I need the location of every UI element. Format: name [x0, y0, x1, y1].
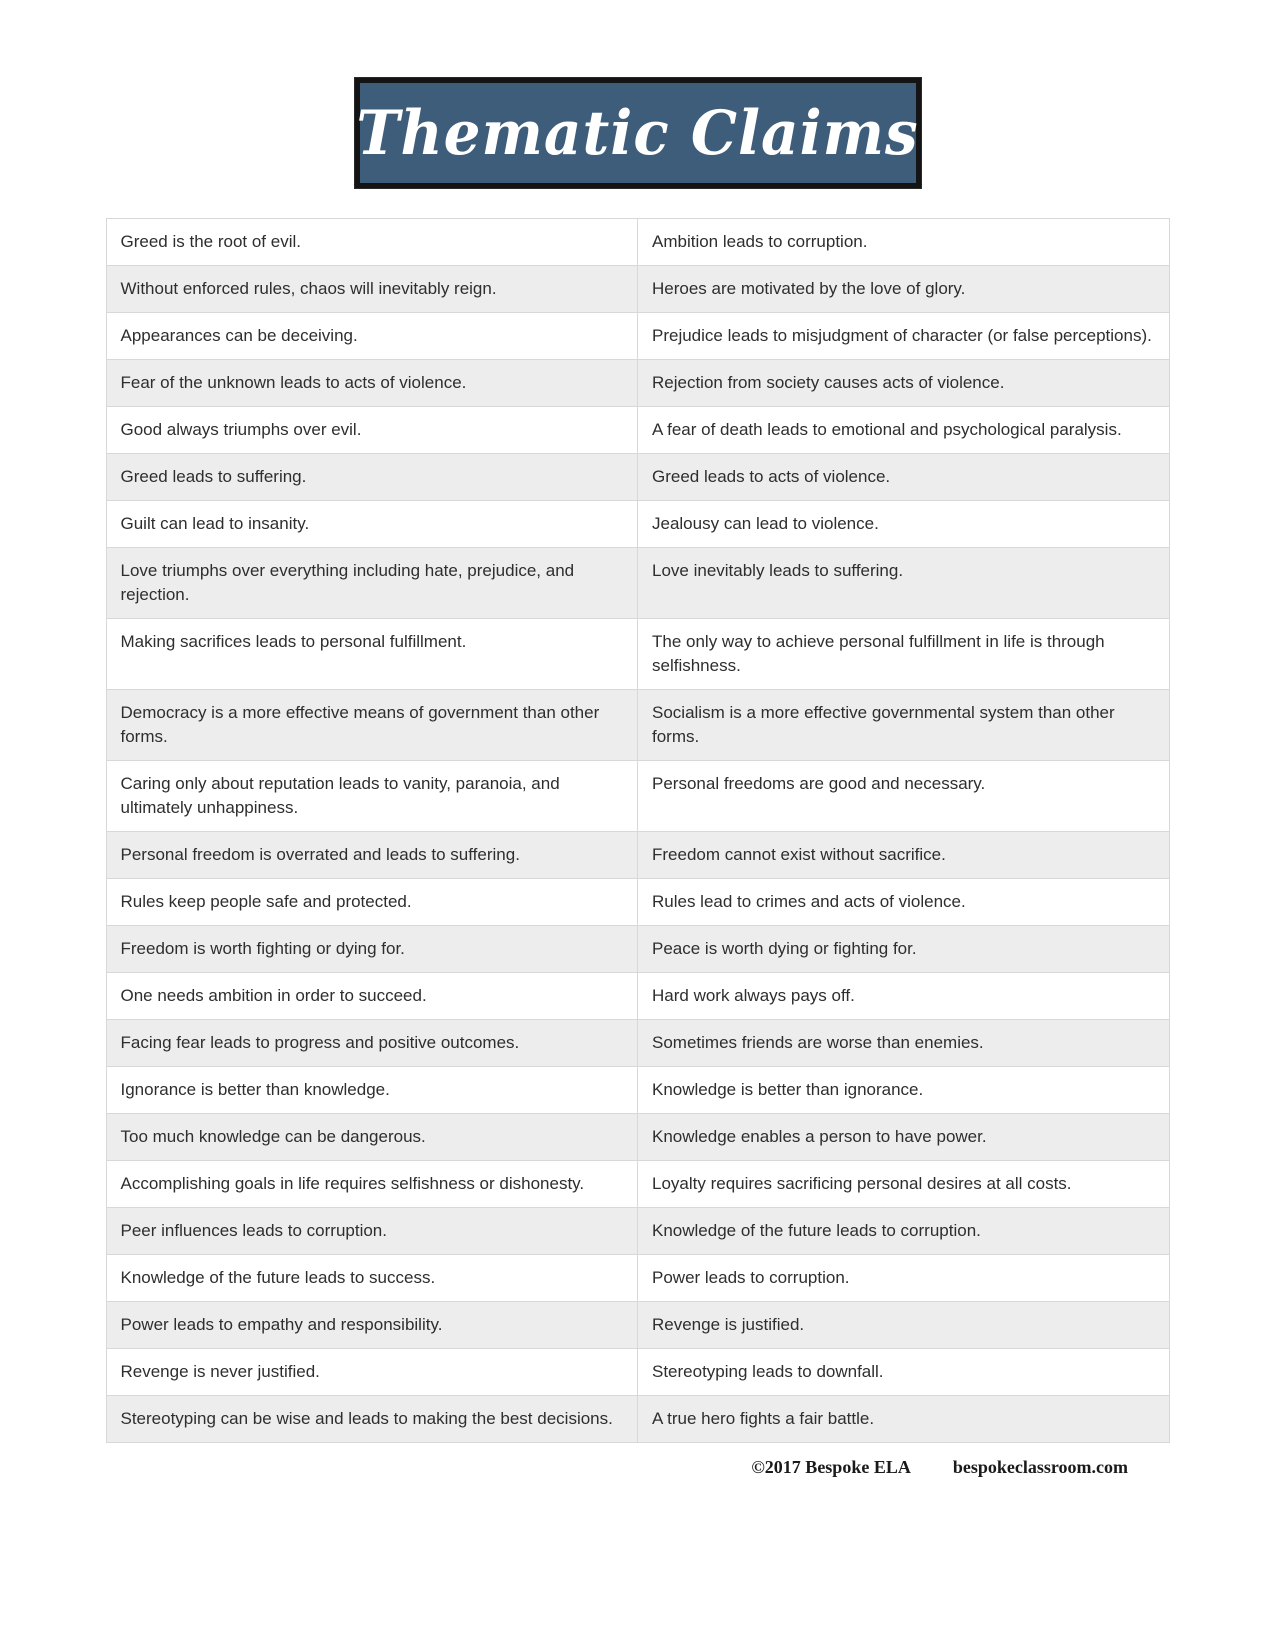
- table-row: [106, 926, 1169, 973]
- claim-cell: Appearances can be deceiving.: [106, 313, 638, 360]
- claim-cell: Without enforced rules, chaos will inevitably reign.: [106, 266, 638, 313]
- table-row: [106, 1208, 1169, 1255]
- claim-cell: Prejudice leads to misjudgment of character (or false perceptions).: [638, 313, 1170, 360]
- claim-cell: Knowledge is better than ignorance.: [638, 1067, 1170, 1114]
- claim-cell: Stereotyping can be wise and leads to making the best decisions.: [106, 1396, 638, 1443]
- table-row: [106, 1161, 1169, 1208]
- claim-cell: Stereotyping leads to downfall.: [638, 1349, 1170, 1396]
- copyright-text: ©2017 Bespoke ELA: [751, 1457, 911, 1477]
- page-title: Thematic Claims: [356, 97, 919, 169]
- claim-cell: Sometimes friends are worse than enemies.: [638, 1020, 1170, 1067]
- table-row: [106, 1396, 1169, 1443]
- claim-cell: Rejection from society causes acts of violence.: [638, 360, 1170, 407]
- claim-cell: Peace is worth dying or fighting for.: [638, 926, 1170, 973]
- claim-cell: Good always triumphs over evil.: [106, 407, 638, 454]
- claim-cell: Revenge is justified.: [638, 1302, 1170, 1349]
- table-row: [106, 1067, 1169, 1114]
- claim-cell: Jealousy can lead to violence.: [638, 501, 1170, 548]
- claim-cell: Personal freedom is overrated and leads to suffering.: [106, 832, 638, 879]
- claim-cell: Socialism is a more effective governmental system than other forms.: [638, 690, 1170, 761]
- claim-cell: Freedom cannot exist without sacrifice.: [638, 832, 1170, 879]
- table-row: [106, 1255, 1169, 1302]
- title-banner: [355, 78, 921, 188]
- website-text: bespokeclassroom.com: [952, 1457, 1128, 1477]
- claim-cell: Accomplishing goals in life requires selfishness or dishonesty.: [106, 1161, 638, 1208]
- claim-cell: A true hero fights a fair battle.: [638, 1396, 1170, 1443]
- claim-cell: Knowledge of the future leads to corruption.: [638, 1208, 1170, 1255]
- claim-cell: Power leads to corruption.: [638, 1255, 1170, 1302]
- table-row: [106, 690, 1169, 761]
- table-row: [106, 973, 1169, 1020]
- footer: [0, 1457, 1128, 1478]
- claim-cell: One needs ambition in order to succeed.: [106, 973, 638, 1020]
- claim-cell: Knowledge of the future leads to success.: [106, 1255, 638, 1302]
- claim-cell: A fear of death leads to emotional and psychological paralysis.: [638, 407, 1170, 454]
- claim-cell: Rules keep people safe and protected.: [106, 879, 638, 926]
- table-row: [106, 360, 1169, 407]
- table-row: [106, 1020, 1169, 1067]
- claim-cell: Guilt can lead to insanity.: [106, 501, 638, 548]
- claim-cell: Revenge is never justified.: [106, 1349, 638, 1396]
- claim-cell: Ambition leads to corruption.: [638, 219, 1170, 266]
- claim-cell: Democracy is a more effective means of government than other forms.: [106, 690, 638, 761]
- table-row: [106, 1349, 1169, 1396]
- table-row: [106, 407, 1169, 454]
- claim-cell: Love triumphs over everything including hate, prejudice, and rejection.: [106, 548, 638, 619]
- banner-wrap: [0, 0, 1275, 188]
- claim-cell: Facing fear leads to progress and positive outcomes.: [106, 1020, 638, 1067]
- claim-cell: Power leads to empathy and responsibility.: [106, 1302, 638, 1349]
- claim-cell: Ignorance is better than knowledge.: [106, 1067, 638, 1114]
- claim-cell: The only way to achieve personal fulfillment in life is through selfishness.: [638, 619, 1170, 690]
- claim-cell: Love inevitably leads to suffering.: [638, 548, 1170, 619]
- claim-cell: Hard work always pays off.: [638, 973, 1170, 1020]
- claim-cell: Caring only about reputation leads to vanity, paranoia, and ultimately unhappiness.: [106, 761, 638, 832]
- claim-cell: Freedom is worth fighting or dying for.: [106, 926, 638, 973]
- thematic-claims-table: [106, 218, 1170, 1443]
- claim-cell: Making sacrifices leads to personal fulfillment.: [106, 619, 638, 690]
- claim-cell: Loyalty requires sacrificing personal desires at all costs.: [638, 1161, 1170, 1208]
- claim-cell: Greed is the root of evil.: [106, 219, 638, 266]
- claim-cell: Greed leads to suffering.: [106, 454, 638, 501]
- table-row: [106, 266, 1169, 313]
- claim-cell: Greed leads to acts of violence.: [638, 454, 1170, 501]
- claim-cell: Knowledge enables a person to have power.: [638, 1114, 1170, 1161]
- table-row: [106, 879, 1169, 926]
- claim-cell: Personal freedoms are good and necessary.: [638, 761, 1170, 832]
- table-row: [106, 1302, 1169, 1349]
- table-row: [106, 219, 1169, 266]
- claim-cell: Fear of the unknown leads to acts of violence.: [106, 360, 638, 407]
- table-row: [106, 501, 1169, 548]
- table-row: [106, 313, 1169, 360]
- claim-cell: Too much knowledge can be dangerous.: [106, 1114, 638, 1161]
- table-row: [106, 761, 1169, 832]
- table-row: [106, 832, 1169, 879]
- claim-cell: Peer influences leads to corruption.: [106, 1208, 638, 1255]
- table-row: [106, 1114, 1169, 1161]
- claim-cell: Rules lead to crimes and acts of violence.: [638, 879, 1170, 926]
- claim-cell: Heroes are motivated by the love of glory.: [638, 266, 1170, 313]
- table-row: [106, 619, 1169, 690]
- table-row: [106, 454, 1169, 501]
- table-row: [106, 548, 1169, 619]
